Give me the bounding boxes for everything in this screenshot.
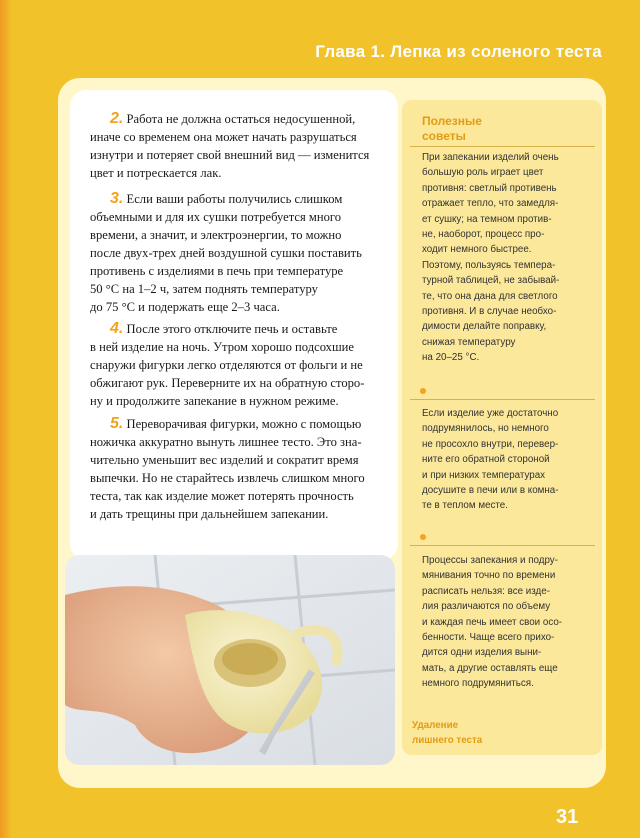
bullet-dot-icon	[420, 534, 426, 540]
text-line: чительно уменьшит вес изделий и сократит время	[90, 453, 359, 467]
bullet-dot-icon	[420, 388, 426, 394]
text-line: После этого отключите печь и оставьте	[126, 322, 338, 336]
chapter-title: Глава 1. Лепка из соленого теста	[315, 42, 602, 61]
photo-caption: Удаление лишнего теста	[412, 720, 483, 746]
photo-illustration	[65, 555, 395, 765]
text-line: выпечки. Но не старайтесь извлечь слишком много	[90, 471, 365, 485]
text-line: цвет и потрескается лак.	[90, 166, 222, 180]
step-number: 4.	[110, 320, 124, 337]
text-line: до 75 °С и подержать еще 2–3 часа.	[90, 300, 280, 314]
step-number: 3.	[110, 190, 124, 207]
text-line: обжигают рук. Переверните их на обратную сторо-	[90, 376, 365, 390]
divider	[410, 399, 595, 400]
text-line: иначе со временем она может начать разрушаться	[90, 130, 357, 144]
page-number: 31	[556, 806, 579, 828]
text-line: Работа не должна остаться недосушенной,	[126, 112, 356, 126]
text-line: Переворачивая фигурки, можно с помощью	[126, 417, 362, 431]
paragraph-step-3	[90, 190, 395, 316]
paragraph-step-4	[90, 320, 395, 410]
divider	[410, 545, 595, 546]
text-line: Если ваши работы получились слишком	[126, 192, 343, 206]
step-number: 2.	[110, 110, 124, 127]
text-line: и дать трещины при дальнейшем запекании.	[90, 507, 329, 521]
paragraph-step-2	[90, 110, 395, 182]
tips-title: Полезные советы	[422, 114, 482, 143]
text-line: времени, а значит, и электроэнергии, то можно	[90, 228, 342, 242]
text-line: изнутри и потеряет свой внешний вид — изменится	[90, 148, 370, 162]
divider	[410, 146, 595, 147]
tip-item: Если изделие уже достаточно подрумянилось, но немного не просохло внутри, перевер- ните его обратной стороной и при низких температурах досушите в печи или в комна- те в теплом месте.	[422, 408, 559, 512]
tip-item: Процессы запекания и подру- мянивания точно по времени расписать нельзя: все изде- лия различаются по объему и каждая печь имеет свои осо- бенности. Чаще всего прихо- дится одни изделия выни- мать, а другие оставлять еще немного подрумяниться.	[422, 555, 563, 690]
text-line: ну и продолжите запекание в нужном режиме.	[90, 394, 339, 408]
paragraph-step-5	[90, 415, 395, 523]
text-line: теста, так как изделие может потерять прочность	[90, 489, 354, 503]
page-edge-stripe	[0, 0, 12, 838]
tip-item: При запекании изделий очень большую роль играет цвет противня: светлый противень отражает тепло, что замедля- ет сушку; на темном против- не, наоборот, процесс про- ходит немного быстрее. Поэтому, пользуясь темпера- турной таблицей, не забывай- те, что она дана для светлого противня. И в случае необхо- димости делайте поправку, снижая температуру на 20–25 °С.	[422, 152, 560, 364]
dough-removal-photo	[65, 555, 395, 765]
text-line: в ней изделие на ночь. Утром хорошо подсохшие	[90, 340, 354, 354]
text-line: объемными и для их сушки потребуется много	[90, 210, 342, 224]
text-line: снаружи фигурки легко отделяются от фольги и не	[90, 358, 363, 372]
text-line: ножичка аккуратно вынуть лишнее тесто. Это зна-	[90, 435, 362, 449]
step-number: 5.	[110, 415, 124, 432]
text-line: после двух-трех дней воздушной сушки поставить	[90, 246, 362, 260]
text-line: 50 °С на 1–2 ч, затем поднять температуру	[90, 282, 318, 296]
text-line: противень с изделиями в печь при температуре	[90, 264, 344, 278]
